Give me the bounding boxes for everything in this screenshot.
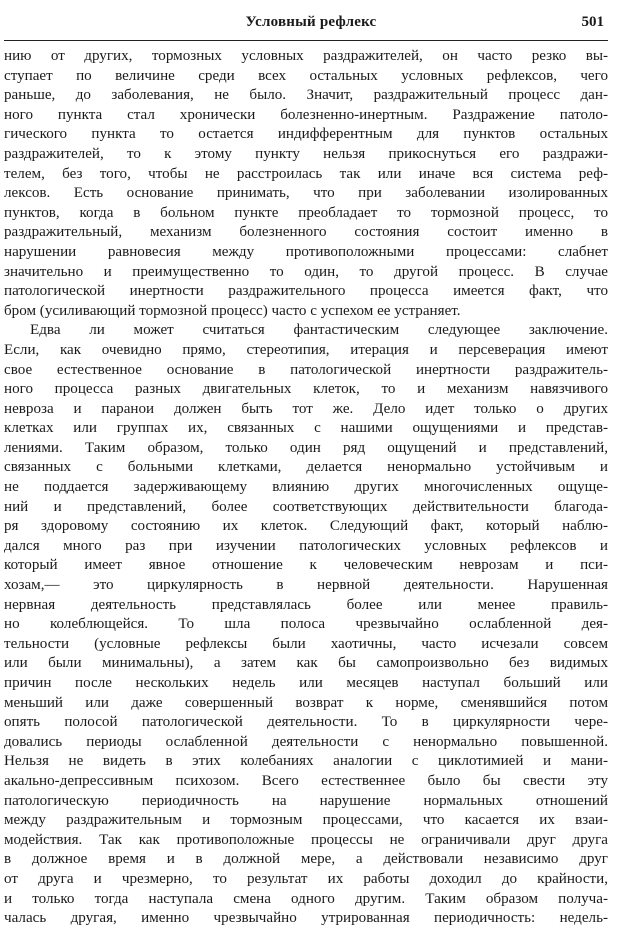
text-line: и только тогда наступала смена одного другим. Таким образом получа- [4,890,608,907]
text-line: патологическую периодичность на нарушение нормальных отношений [4,792,608,809]
text-line: тельности (условные рефлексы были хаотичны, часто исчезали совсем [4,635,608,652]
text-line: раньше, до заболевания, не было. Значит, раздражительный процесс дан- [4,87,608,104]
text-line: довались периоды ослабленной деятельности с ненормально повышенной. [4,733,608,750]
text-line: раздражительный, механизм болезненного состояния состоит именно в [4,224,608,241]
chapter-title: Условный рефлекс [245,14,377,30]
text-line: значительно и преимущественно то один, то другой процесс. В случае [4,263,608,280]
text-line: меньший или даже совершенный возврат к норме, сменявшийся потом [4,694,608,711]
text-line: раздражителей, то к этому пункту нельзя прикоснуться его раздражи- [4,145,608,162]
text-line: лексов. Есть основание принимать, что при заболевании изолированных [4,185,608,202]
text-line: от друга и чрезмерно, то результат их работы доходил до крайности, [4,870,608,887]
text-line: который имеет явное отношение к человеческим неврозам и пси- [4,557,608,574]
text-line: связанных с больными клетками, делается ненормально устойчивым и [4,459,608,476]
text-line: нию от других, тормозных условных раздражителей, он часто резко вы- [4,48,608,64]
text-line: нервная деятельность представлялась более или менее правиль- [4,596,608,613]
text-line: Если, как очевидно прямо, стереотипия, итерация и персеверация имеют [4,341,608,358]
text-line: чалась другая, именно чрезвычайно утрированная периодичность: недель- [4,910,608,927]
text-line: или были минимальны), а затем как бы самопроизвольно без видимых [4,655,608,672]
text-line: дался много раз при изучении патологических условных рефлексов и [4,537,608,554]
text-line: нарушении равновесия между противоположными процессами: слабнет [4,243,608,260]
text-line: хозам,— это циркулярность в нервной деятельности. Нарушенная [4,577,608,594]
text-line: причин после нескольких недель или месяцев наступал больший или [4,675,608,691]
text-line: ступает по величине среди всех остальных условных рефлексов, чего [4,67,608,84]
paragraph [4,321,608,928]
text-line: не поддается задерживающему влиянию других многочисленных ощуще- [4,479,608,496]
text-line: невроза и паранои должен быть тот же. Дело идет только о других [4,400,608,417]
text-line: ного процесса разных двигательных клеток, то и механизм навязчивого [4,381,608,398]
running-header [4,14,608,36]
text-line: патологической инертности раздражительного процесса имеется факт, что [4,283,608,300]
text-line: ний и представлений, более соответствующих действительности благода- [4,498,608,515]
text-line: гического пункта то остается индифферентным для пунктов остальных [4,126,608,143]
text-line: в должное время и в должной мере, а действовали независимо друг [4,851,608,868]
text-line: телем, без того, чтобы не расстроилась так или иначе вся система реф- [4,165,608,182]
page-number: 501 [581,14,604,30]
text-line: бром (усиливающий тормозной процесс) часто с успехом ее устраняет. [4,302,461,319]
text-line: лениями. Таким образом, только один ряд ощущений и представлений, [4,439,608,456]
text-line: Едва ли может считаться фантастическим следующее заключение. [30,322,608,339]
text-line: Нельзя не видеть в этих колебаниях аналогии с циклотимией и мани- [4,753,608,770]
text-line: свое естественное основание в патологической инертности раздражитель- [4,361,608,378]
text-line: опять полосой патологической деятельности. То в циркулярности чере- [4,714,608,731]
paragraph [4,47,608,321]
text-line: между раздражительным и тормозным процессами, что касается их взаи- [4,812,608,829]
text-line: но колеблющейся. То шла полоса чрезвычайно ослабленной дея- [4,616,608,633]
text-line: акально-депрессивным психозом. Всего естественнее было бы свести эту [4,772,608,789]
text-line: клетках или группах их, связанных с нашими ощущениями и представ- [4,420,608,437]
text-line: ря здоровому состоянию их клеток. Следующий факт, который наблю- [4,518,608,535]
text-line: пунктов, когда в больном пункте преобладает то тормозной процесс, то [4,204,608,221]
text-line: модействия. Так как противоположные процессы не ограничивали друг друга [4,831,608,848]
text-line: ного пункта стал хронически болезненно-инертным. Раздражение патоло- [4,106,608,123]
header-rule [4,40,608,41]
body-text [4,47,608,929]
